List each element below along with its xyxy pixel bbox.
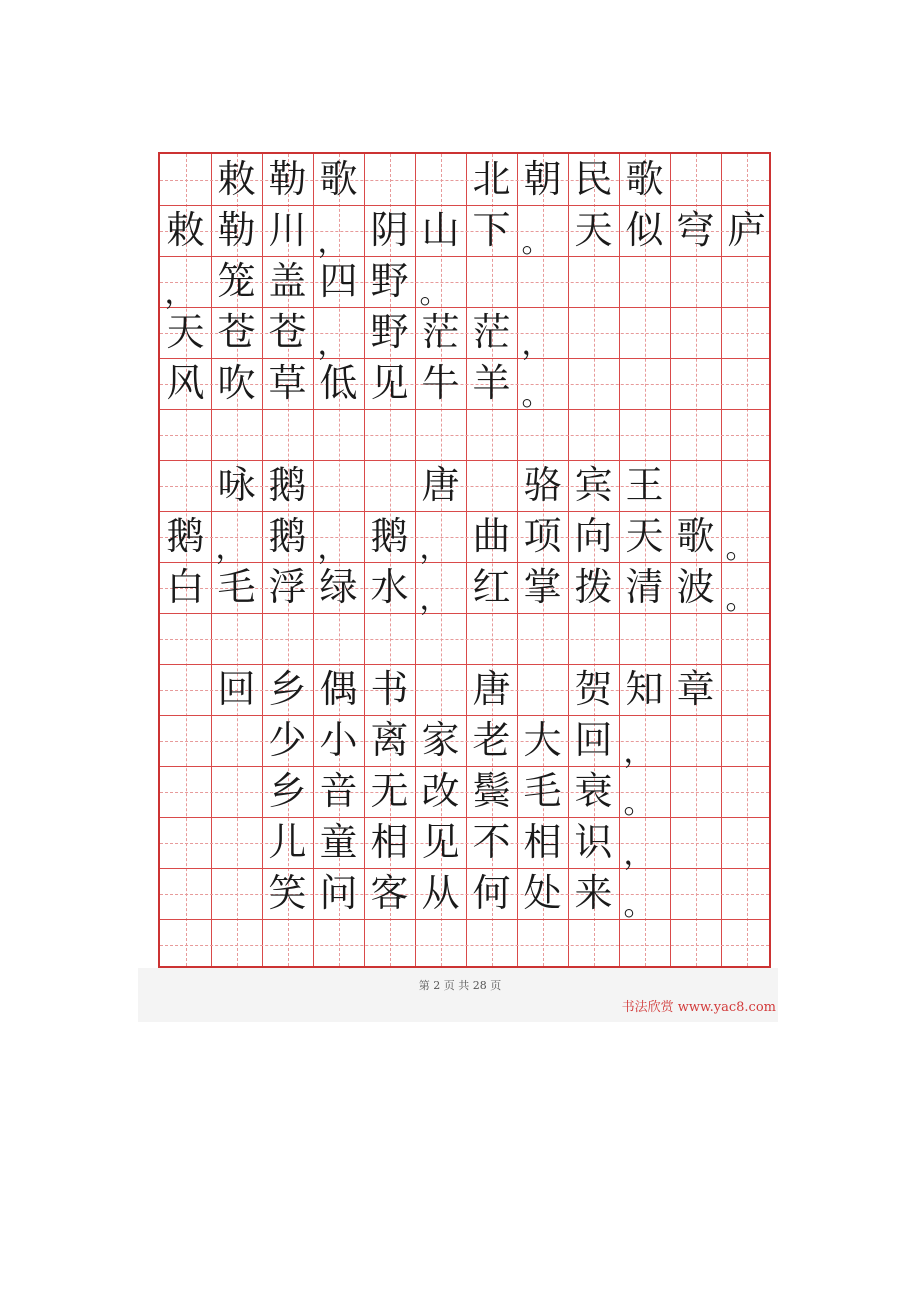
grid-char: ， xyxy=(419,582,450,617)
grid-char: 歌 xyxy=(319,157,358,201)
grid-char: 天 xyxy=(166,310,205,354)
grid-char: 野 xyxy=(370,259,409,303)
grid-char: 项 xyxy=(523,514,562,558)
grid-char: 见 xyxy=(421,820,460,864)
grid-char: 掌 xyxy=(523,565,562,609)
grid-char: 问 xyxy=(319,871,358,915)
grid-hdash xyxy=(160,945,769,946)
grid-char: ， xyxy=(317,225,348,260)
grid-char: 毛 xyxy=(217,565,256,609)
grid-char: 鹅 xyxy=(370,514,409,558)
grid-char: 无 xyxy=(370,769,409,813)
grid-char: 鬓 xyxy=(472,769,511,813)
grid-char: 衰 xyxy=(574,769,613,813)
grid-char: 穹 xyxy=(676,208,715,252)
grid-char: 贺 xyxy=(574,667,613,711)
grid-char: 野 xyxy=(370,310,409,354)
grid-char: ， xyxy=(521,327,552,362)
grid-char: 勒 xyxy=(217,208,256,252)
site-watermark: 书法欣赏 www.yac8.com xyxy=(621,1000,776,1015)
grid-char: 章 xyxy=(676,667,715,711)
grid-char: 回 xyxy=(574,718,613,762)
grid-char: 苍 xyxy=(217,310,256,354)
grid-char: 歌 xyxy=(625,157,664,201)
grid-char: 敕 xyxy=(166,208,205,252)
grid-char: 茫 xyxy=(421,310,460,354)
grid-char: 王 xyxy=(625,463,664,507)
grid-char: 。 xyxy=(623,786,654,821)
grid-char: 大 xyxy=(523,718,562,762)
grid-char: 民 xyxy=(574,157,613,201)
grid-char: 。 xyxy=(521,378,552,413)
grid-char: 笼 xyxy=(217,259,256,303)
grid-char: 。 xyxy=(521,225,552,260)
grid-char: 乡 xyxy=(268,769,307,813)
grid-char: 波 xyxy=(676,565,715,609)
grid-char: 鹅 xyxy=(268,514,307,558)
grid-hline xyxy=(160,409,769,410)
grid-char: 天 xyxy=(574,208,613,252)
grid-char: ， xyxy=(317,327,348,362)
grid-char: 不 xyxy=(472,820,511,864)
grid-char: 。 xyxy=(725,531,756,566)
grid-char: 向 xyxy=(574,514,613,558)
grid-char: 离 xyxy=(370,718,409,762)
grid-char: 相 xyxy=(523,820,562,864)
grid-char: 白 xyxy=(166,565,205,609)
grid-char: 天 xyxy=(625,514,664,558)
grid-char: 见 xyxy=(370,361,409,405)
grid-char: 盖 xyxy=(268,259,307,303)
grid-char: 红 xyxy=(472,565,511,609)
grid-char: 音 xyxy=(319,769,358,813)
grid-char: 拨 xyxy=(574,565,613,609)
grid-char: 来 xyxy=(574,871,613,915)
grid-char: 唐 xyxy=(421,463,460,507)
grid-char: 知 xyxy=(625,667,664,711)
grid-char: 偶 xyxy=(319,667,358,711)
grid-char: ， xyxy=(215,531,246,566)
grid-char: 。 xyxy=(725,582,756,617)
grid-char: 从 xyxy=(421,871,460,915)
grid-char: 茫 xyxy=(472,310,511,354)
grid-char: 改 xyxy=(421,769,460,813)
grid-char: 咏 xyxy=(217,463,256,507)
grid-char: 朝 xyxy=(523,157,562,201)
grid-char: ， xyxy=(317,531,348,566)
grid-char: 毛 xyxy=(523,769,562,813)
grid-char: 骆 xyxy=(523,463,562,507)
grid-char: 川 xyxy=(268,208,307,252)
grid-char: 苍 xyxy=(268,310,307,354)
grid-char: 宾 xyxy=(574,463,613,507)
grid-char: 家 xyxy=(421,718,460,762)
grid-char: 书 xyxy=(370,667,409,711)
grid-char: 。 xyxy=(623,888,654,923)
grid-char: 曲 xyxy=(472,514,511,558)
grid-char: 处 xyxy=(523,871,562,915)
grid-char: ， xyxy=(623,735,654,770)
grid-char: 低 xyxy=(319,361,358,405)
grid-hline xyxy=(160,613,769,614)
grid-hdash xyxy=(160,639,769,640)
grid-char: 歌 xyxy=(676,514,715,558)
grid-char: 似 xyxy=(625,208,664,252)
grid-char: 北 xyxy=(472,157,511,201)
grid-char: 阴 xyxy=(370,208,409,252)
grid-char: 吹 xyxy=(217,361,256,405)
grid-char: 水 xyxy=(370,565,409,609)
grid-hdash xyxy=(160,435,769,436)
grid-char: 鹅 xyxy=(268,463,307,507)
grid-char: 勒 xyxy=(268,157,307,201)
grid-char: 鹅 xyxy=(166,514,205,558)
grid-char: 庐 xyxy=(727,208,766,252)
grid-char: 四 xyxy=(319,259,358,303)
grid-char: ， xyxy=(419,531,450,566)
grid-char: ， xyxy=(623,837,654,872)
grid-char: 相 xyxy=(370,820,409,864)
grid-char: 下 xyxy=(472,208,511,252)
grid-char: 。 xyxy=(419,276,450,311)
grid-char: 唐 xyxy=(472,667,511,711)
grid-char: 敕 xyxy=(217,157,256,201)
grid-char: 羊 xyxy=(472,361,511,405)
grid-char: 草 xyxy=(268,361,307,405)
grid-char: 童 xyxy=(319,820,358,864)
grid-char: 山 xyxy=(421,208,460,252)
page-indicator: 第 2 页 共 28 页 xyxy=(418,979,502,992)
grid-char: 儿 xyxy=(268,820,307,864)
grid-char: 回 xyxy=(217,667,256,711)
grid-char: 浮 xyxy=(268,565,307,609)
grid-hline xyxy=(160,919,769,920)
grid-char: 风 xyxy=(166,361,205,405)
grid-char: 识 xyxy=(574,820,613,864)
grid-char: 何 xyxy=(472,871,511,915)
practice-grid xyxy=(158,152,771,968)
grid-char: 客 xyxy=(370,871,409,915)
grid-char: ， xyxy=(164,276,195,311)
grid-char: 绿 xyxy=(319,565,358,609)
grid-char: 少 xyxy=(268,718,307,762)
grid-char: 小 xyxy=(319,718,358,762)
grid-char: 笑 xyxy=(268,871,307,915)
grid-char: 牛 xyxy=(421,361,460,405)
grid-char: 清 xyxy=(625,565,664,609)
grid-char: 老 xyxy=(472,718,511,762)
grid-char: 乡 xyxy=(268,667,307,711)
